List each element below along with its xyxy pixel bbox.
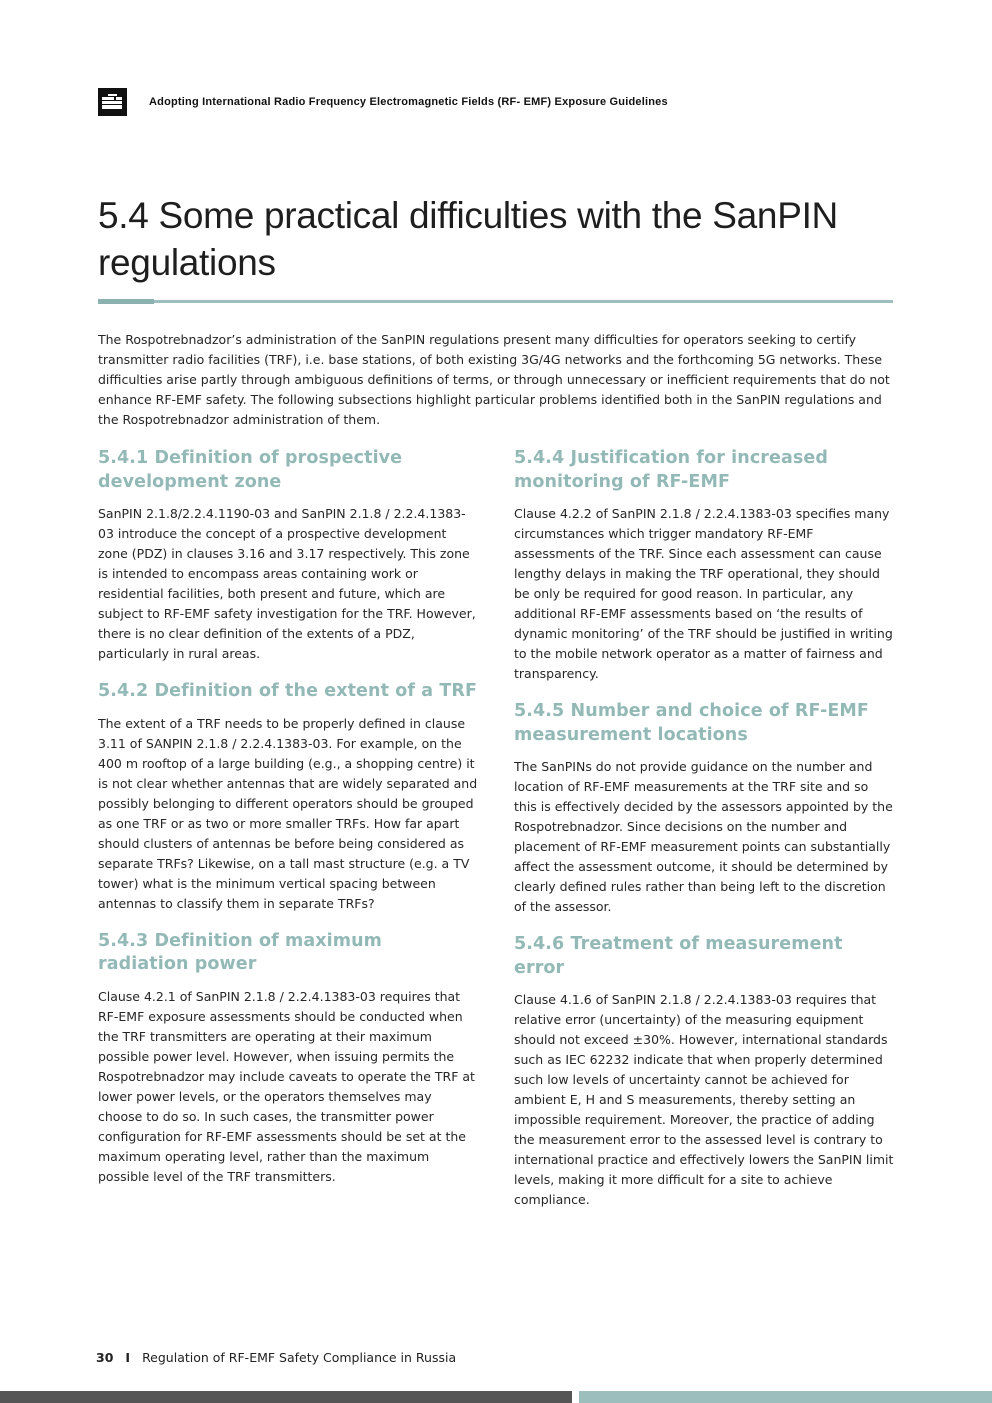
footer-title: Regulation of RF-EMF Safety Compliance in Russia <box>142 1350 457 1365</box>
footer-bar-dark <box>0 1391 572 1403</box>
subsection-body: SanPIN 2.1.8/2.2.4.1190-03 and SanPIN 2.1.8 / 2.2.4.1383-03 introduce the concept of a prospective development zone (PDZ) in clauses 3.16 and 3.17 respectively. This zone is intended to encompass areas containing work or residential facilities, both present and future, which are subject to RF-EMF safety investigation for the TRF. However, there is no clear definition of the extents of a PDZ, particularly in rural areas. <box>98 506 476 661</box>
subsection-5-4-6 <box>514 933 894 1210</box>
footer-bar-light <box>579 1391 992 1403</box>
subsection-body: The SanPINs do not provide guidance on the number and location of RF-EMF measurements at the TRF site and so this is effectively decided by the assessors appointed by the Rospotrebnadzor. Since decisions on the number and placement of RF-EMF measurement points can substantially affect the assessment outcome, it should be determined by clearly defined rules rather than being left to the discretion of the assessor. <box>514 759 893 914</box>
section-title: 5.4 Some practical difficulties with the SanPIN regulations <box>98 195 838 283</box>
subsection-body: Clause 4.2.2 of SanPIN 2.1.8 / 2.2.4.1383-03 specifies many circumstances which trigger mandatory RF-EMF assessments of the TRF. Since each assessment can cause lengthy delays in making the TRF operational, they should be only be required for good reason. In particular, any additional RF-EMF assessments based on ‘the results of dynamic monitoring’ of the TRF should be justified in writing to the mobile network operator as a matter of fairness and transparency. <box>514 506 893 681</box>
right-column <box>514 447 894 1226</box>
footer-separator: I <box>125 1350 131 1365</box>
title-underline-accent <box>98 299 154 304</box>
subsection-5-4-3 <box>98 930 478 1187</box>
subsection-heading: 5.4.6 Treatment of measurement error <box>514 934 843 978</box>
page-header <box>98 88 668 116</box>
intro-paragraph: The Rospotrebnadzor’s administration of the SanPIN regulations present many difficulties for operators seeking to certify transmitter radio facilities (TRF), i.e. base stations, of both existing 3G/4G networks and the forthcoming 5G networks. These difficulties arise partly through ambiguous definitions of terms, or through unnecessary or inefficient requirements that do not enhance RF-EMF safety. The following subsections highlight particular problems identified both in the SanPIN regulations and the Rospotrebnadzor administration of them. <box>98 332 890 427</box>
page-footer <box>96 1350 456 1365</box>
subsection-heading: 5.4.1 Definition of prospective development zone <box>98 448 403 492</box>
subsection-5-4-4 <box>514 447 894 684</box>
subsection-5-4-5 <box>514 700 894 917</box>
subsection-heading: 5.4.2 Definition of the extent of a TRF <box>98 681 478 701</box>
subsection-heading: 5.4.4 Justification for increased monitoring of RF-EMF <box>514 448 829 492</box>
gsma-logo-icon <box>98 88 127 116</box>
subsection-body: The extent of a TRF needs to be properly defined in clause 3.11 of SANPIN 2.1.8 / 2.2.4.1383-03. For example, on the 400 m rooftop of a large building (e.g., a shopping centre) it is not clear whether antennas that are widely separated and possibly belonging to different operators should be grouped as one TRF or as two or more smaller TRFs. How far apart should clusters of antennas be before being considered as separate TRFs? Likewise, on a tall mast structure (e.g. a TV tower) what is the minimum vertical spacing between antennas to classify them in separate TRFs? <box>98 715 478 911</box>
subsection-body: Clause 4.2.1 of SanPIN 2.1.8 / 2.2.4.1383-03 requires that RF-EMF exposure assessments should be conducted when the TRF transmitters are operating at their maximum possible power level. However, when issuing permits the Rospotrebnadzor may include caveats to operate the TRF at lower power levels, or the operators themselves may choose to do so. In such cases, the transmitter power configuration for RF-EMF assessments should be set at the maximum operating level, rather than the maximum possible level of the TRF transmitters. <box>98 988 475 1184</box>
subsection-5-4-1 <box>98 447 478 664</box>
subsection-heading: 5.4.5 Number and choice of RF-EMF measurement locations <box>514 701 869 745</box>
subsection-5-4-2 <box>98 680 478 914</box>
page-number: 30 <box>96 1350 114 1365</box>
subsection-body: Clause 4.1.6 of SanPIN 2.1.8 / 2.2.4.1383-03 requires that relative error (uncertainty) of the measuring equipment should not exceed ±30%. However, international standards such as IEC 62232 indicate that when properly determined such low levels of uncertainty cannot be achieved for ambient E, H and S measurements, thereby setting an impossible requirement. Moreover, the practice of adding the measurement error to the assessed level is contrary to international practice and effectively lowers the SanPIN limit levels, making it more difficult for a site to achieve compliance. <box>514 992 894 1207</box>
header-title: Adopting International Radio Frequency Electromagnetic Fields (RF- EMF) Exposure Guidelines <box>149 96 668 108</box>
left-column <box>98 447 478 1203</box>
subsection-heading: 5.4.3 Definition of maximum radiation power <box>98 930 383 974</box>
title-underline <box>98 300 893 303</box>
